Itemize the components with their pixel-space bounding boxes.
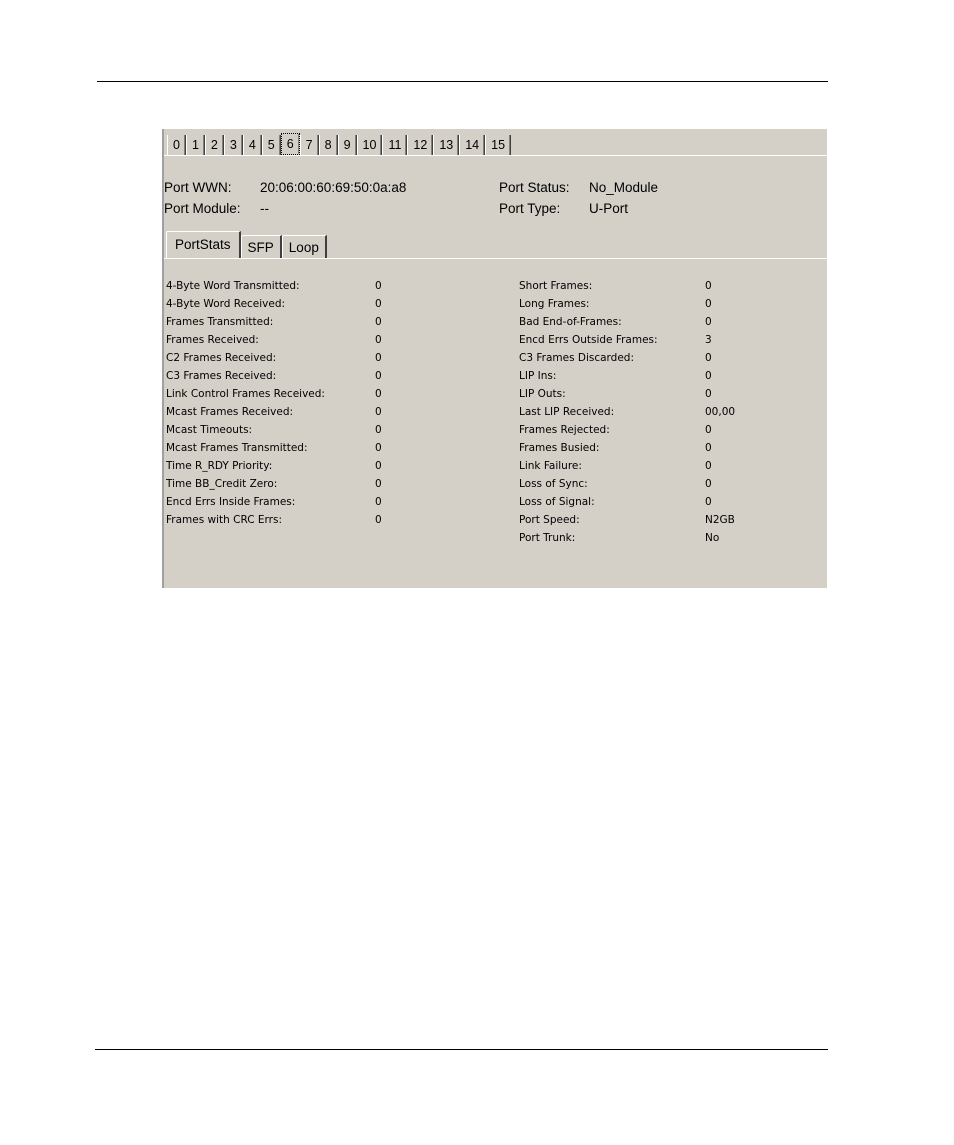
stat-value: 0 <box>375 424 382 436</box>
stat-value: 0 <box>375 478 382 490</box>
port-wwn-value: 20:06:00:60:69:50:0a:a8 <box>260 180 407 195</box>
page-top-rule <box>97 81 828 82</box>
stat-row <box>166 298 486 316</box>
port-tab-bar <box>167 133 511 155</box>
stat-label: Frames Rejected: <box>519 424 610 436</box>
sub-tab-divider <box>164 258 827 259</box>
stat-label: C3 Frames Received: <box>166 370 277 382</box>
stat-label: Mcast Frames Received: <box>166 406 294 418</box>
stat-value: 0 <box>375 352 382 364</box>
stat-row <box>519 496 819 514</box>
tab-sfp[interactable]: SFP <box>241 235 282 259</box>
stat-value: 0 <box>705 316 712 328</box>
panel-left-edge <box>159 129 164 588</box>
stat-row <box>166 478 486 496</box>
stat-label: LIP Ins: <box>519 370 557 382</box>
stat-row <box>519 334 819 352</box>
port-tab-divider <box>164 155 827 156</box>
stat-value: 0 <box>375 370 382 382</box>
stat-value: 0 <box>705 424 712 436</box>
tab-port-9[interactable]: 9 <box>338 135 357 155</box>
tab-port-6[interactable]: 6 <box>281 133 300 155</box>
tab-port-10[interactable]: 10 <box>357 135 383 155</box>
stat-label: Mcast Timeouts: <box>166 424 253 436</box>
tab-port-12[interactable]: 12 <box>407 135 433 155</box>
stat-label: 4-Byte Word Transmitted: <box>166 280 300 292</box>
stat-value: 00,00 <box>705 406 736 418</box>
stat-value: 0 <box>705 370 712 382</box>
port-module-value: -- <box>260 201 269 216</box>
port-status-label: Port Status: <box>499 180 570 195</box>
stat-row <box>519 352 819 370</box>
stat-label: Bad End-of-Frames: <box>519 316 622 328</box>
tab-port-7[interactable]: 7 <box>300 135 319 155</box>
stat-value: 0 <box>705 496 712 508</box>
stat-row <box>519 460 819 478</box>
stat-label: Frames Received: <box>166 334 259 346</box>
stat-row <box>166 334 486 352</box>
tab-port-13[interactable]: 13 <box>433 135 459 155</box>
stat-row <box>166 352 486 370</box>
stat-label: Encd Errs Outside Frames: <box>519 334 658 346</box>
tab-port-1[interactable]: 1 <box>186 135 205 155</box>
stat-label: Short Frames: <box>519 280 593 292</box>
stat-label: Link Control Frames Received: <box>166 388 325 400</box>
port-wwn-label: Port WWN: <box>164 180 232 195</box>
stat-label: Frames Transmitted: <box>166 316 274 328</box>
stat-value: 0 <box>375 460 382 472</box>
tab-port-4[interactable]: 4 <box>243 135 262 155</box>
stat-label: Time R_RDY Priority: <box>166 460 273 472</box>
stat-row <box>519 532 819 550</box>
tab-port-2[interactable]: 2 <box>205 135 224 155</box>
stat-value: 0 <box>375 496 382 508</box>
stat-value: 0 <box>375 280 382 292</box>
stat-value: 0 <box>705 478 712 490</box>
stat-label: Mcast Frames Transmitted: <box>166 442 308 454</box>
stats-right-column <box>519 280 819 550</box>
tab-port-8[interactable]: 8 <box>319 135 338 155</box>
stat-value: 0 <box>375 334 382 346</box>
stat-value: 0 <box>705 280 712 292</box>
stat-label: Last LIP Received: <box>519 406 615 418</box>
tab-port-14[interactable]: 14 <box>459 135 485 155</box>
stat-row <box>519 424 819 442</box>
tab-port-0[interactable]: 0 <box>167 135 186 155</box>
stat-value: 0 <box>705 298 712 310</box>
stat-value: 3 <box>705 334 712 346</box>
stat-row <box>166 460 486 478</box>
stat-row <box>519 370 819 388</box>
stat-label: Time BB_Credit Zero: <box>166 478 278 490</box>
stat-label: C2 Frames Received: <box>166 352 277 364</box>
stat-label: Frames with CRC Errs: <box>166 514 283 526</box>
stat-label: Encd Errs Inside Frames: <box>166 496 296 508</box>
stat-row <box>166 424 486 442</box>
stat-row <box>166 442 486 460</box>
stat-value: N2GB <box>705 514 735 526</box>
stat-row <box>519 316 819 334</box>
port-status-value: No_Module <box>589 180 659 195</box>
stat-value: 0 <box>375 442 382 454</box>
stat-row <box>519 442 819 460</box>
port-module-label: Port Module: <box>164 201 241 216</box>
page-bottom-rule <box>95 1049 828 1050</box>
stat-row <box>519 280 819 298</box>
stat-row <box>166 496 486 514</box>
tab-port-5[interactable]: 5 <box>262 135 281 155</box>
tab-loop[interactable]: Loop <box>282 235 327 259</box>
sub-tab-bar <box>166 231 327 259</box>
tab-port-15[interactable]: 15 <box>485 135 511 155</box>
tab-portstats[interactable]: PortStats <box>166 231 241 259</box>
stat-value: 0 <box>705 388 712 400</box>
stat-row <box>166 370 486 388</box>
stat-row <box>519 298 819 316</box>
stat-row <box>519 478 819 496</box>
stat-label: Long Frames: <box>519 298 590 310</box>
stat-row <box>166 514 486 532</box>
stat-row <box>519 514 819 532</box>
tab-port-11[interactable]: 11 <box>382 135 407 155</box>
port-type-label: Port Type: <box>499 201 561 216</box>
stat-row <box>166 406 486 424</box>
stat-label: Loss of Signal: <box>519 496 595 508</box>
stat-value: 0 <box>375 406 382 418</box>
stat-value: 0 <box>375 388 382 400</box>
stat-value: 0 <box>375 298 382 310</box>
stat-row <box>166 316 486 334</box>
stat-label: Frames Busied: <box>519 442 600 454</box>
stat-value: 0 <box>375 316 382 328</box>
stat-label: Link Failure: <box>519 460 582 472</box>
stat-row <box>519 406 819 424</box>
stat-value: 0 <box>705 352 712 364</box>
port-type-value: U-Port <box>589 201 629 216</box>
stat-value: 0 <box>375 514 382 526</box>
port-stats-panel <box>159 129 827 588</box>
stat-label: C3 Frames Discarded: <box>519 352 635 364</box>
stat-row <box>519 388 819 406</box>
stat-value: No <box>705 532 720 544</box>
stat-value: 0 <box>705 442 712 454</box>
stat-label: Loss of Sync: <box>519 478 588 490</box>
stat-label: Port Speed: <box>519 514 580 526</box>
tab-port-3[interactable]: 3 <box>224 135 243 155</box>
stat-value: 0 <box>705 460 712 472</box>
stat-label: 4-Byte Word Received: <box>166 298 286 310</box>
stat-label: LIP Outs: <box>519 388 566 400</box>
stat-label: Port Trunk: <box>519 532 576 544</box>
stats-left-column <box>166 280 486 532</box>
stat-row <box>166 280 486 298</box>
stat-row <box>166 388 486 406</box>
